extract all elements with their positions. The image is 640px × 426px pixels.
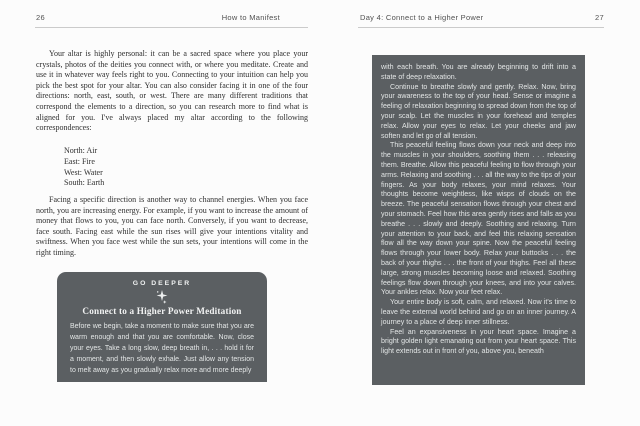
page-number-right: 27 (595, 13, 604, 22)
running-title-left: How to Manifest (221, 13, 280, 22)
running-header-left (36, 13, 308, 22)
correspondence-item-south: South: Earth (64, 178, 105, 188)
meditation-continuation-box (372, 55, 585, 385)
header-rule-left (35, 27, 308, 28)
go-deeper-kicker: GO DEEPER (132, 280, 192, 287)
correspondence-item-north: North: Air (64, 146, 98, 155)
meditation-paragraph: Feel an expansiveness in your heart space. Imagine a bright golden light emanating out from your heart space. This light extends out in front of you, above you, beneath (381, 327, 576, 356)
altar-paragraph: Your altar is highly personal: it can be a sacred space where you place your crystals, photos of the deities you connect with, or where you meditate. Create and use it in whatever way feels right to you. Connecting to your intuition can help you pick the best spot for your altar. You can also consider facing it in one of the four directions: north, east, south, or west. There are many different traditions that correspond the elements to a direction, so you can research more to find what is aligned for you. I've always placed my altar according to the following correspondences: (36, 49, 308, 133)
meditation-paragraph: with each breath. You are already beginning to drift into a state of deep relaxation. (381, 63, 576, 81)
go-deeper-title: Connect to a Higher Power Meditation (82, 306, 242, 316)
go-deeper-body: Before we begin, take a moment to make sure that you are warm enough and that you are comfortable. Now, close your eyes. Take a long slow, deep breath in, . . . hold it for a moment, and then slowly exhale. Just allow any tension to melt away as you gradually relax more and more deeply (70, 323, 254, 374)
page-number-left: 26 (36, 13, 45, 22)
header-rule-right (358, 27, 604, 28)
running-title-right: Day 4: Connect to a Higher Power (360, 13, 484, 22)
directions-paragraph: Facing a specific direction is another way to channel energies. When you face north, you are increasing energy. For example, if you want to increase the amount of money that flows to you, you can face north. Conversely, if you want to decrease, face south. Facing east while the sun rises will give your intentions vitality and swiftness. When you face west while the sun sets, your intentions will come in the right timing. (36, 195, 308, 257)
sparkle-icon (70, 290, 254, 304)
go-deeper-box (57, 272, 267, 382)
correspondence-item-west: West: Water (64, 167, 103, 177)
running-header-right (360, 13, 604, 22)
meditation-paragraph: Your entire body is soft, calm, and relaxed. Now it's time to leave the external world behind and go on an inner journey. A journey to a place of deep inner stillness. (381, 298, 576, 326)
meditation-paragraph: This peaceful feeling flows down your neck and deep into the muscles in your shoulders, soothing them . . . releasing them. Breathe. Allow this peaceful feeling to flow through your arms. Relaxing and soothing . . . all the way to the tips of your fingers. As your body relaxes, your mind relaxes. Your thoughts become weightless, like wisps of clouds on the breeze. The peaceful sensation flows through your chest and your stomach. Feel how this area gently rises and falls as you breathe . . . slowly and deeply. Soothing and relaxing. Turn your attention to your back, and feel this relaxing sensation flow all the way down your spine. Now the peaceful feeling flows through your lower body. Relax your buttocks . . . the back of your thighs . . . the front of your thighs. Feel all these large, strong muscles becoming loose and relaxed. Soothing feelings flow down through your knees, and into your calves. Your ankles relax. Now your feet relax. (381, 141, 576, 297)
correspondence-list (64, 146, 104, 189)
correspondence-item-east: East: Fire (64, 156, 95, 166)
meditation-paragraph: Continue to breathe slowly and gently. Relax. Now, bring your awareness to the top of your head. Sense or imagine a feeling of relaxation beginning to spread down from the top of your scalp. Let the muscles in your forehead and temples relax. Allow your eyes to relax. Let your cheeks and jaw soften and let go of all tension. (381, 82, 576, 140)
